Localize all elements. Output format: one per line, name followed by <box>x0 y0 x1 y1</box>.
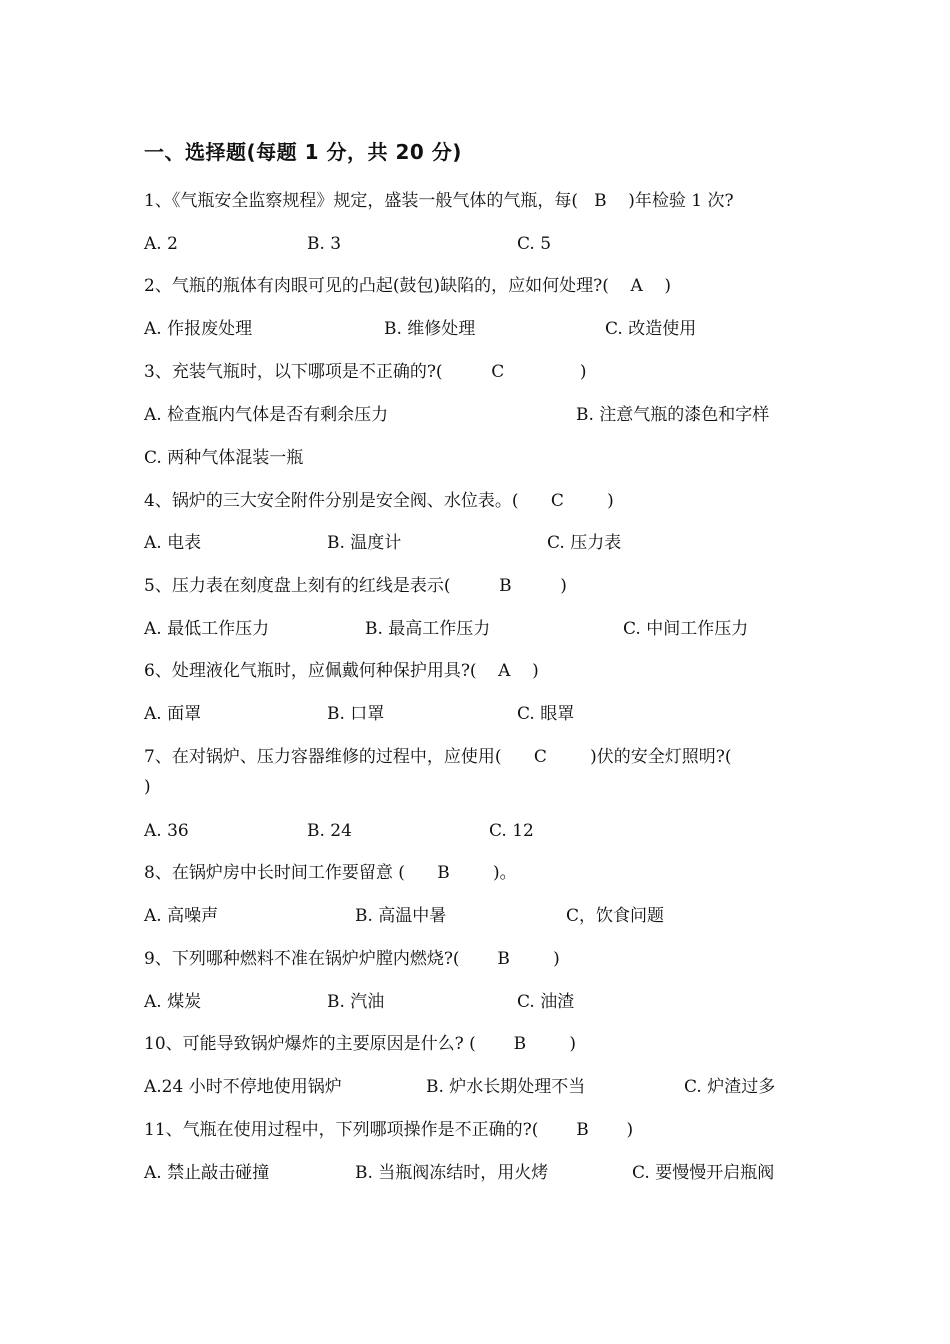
q5-option-b: B. 最高工作压力 <box>365 619 491 639</box>
question-7: 7、在对锅炉、压力容器维修的过程中，应使用( C )伏的安全灯照明?( <box>144 747 732 767</box>
q9-option-b: B. 汽油 <box>327 992 385 1012</box>
q10-option-c: C. 炉渣过多 <box>684 1077 776 1097</box>
question-3: 3、充装气瓶时，以下哪项是不正确的?( C ) <box>144 362 587 382</box>
q7-option-a: A. 36 <box>144 821 189 841</box>
q2-option-a: A. 作报废处理 <box>144 319 253 339</box>
question-2: 2、气瓶的瓶体有肉眼可见的凸起(鼓包)缺陷的，应如何处理?( A ) <box>144 276 671 296</box>
q11-option-a: A. 禁止敲击碰撞 <box>144 1163 270 1183</box>
q5-option-a: A. 最低工作压力 <box>144 619 270 639</box>
q1-option-c: C. 5 <box>517 234 552 254</box>
q8-option-c: C，饮食问题 <box>566 906 665 926</box>
q7-option-c: C. 12 <box>489 821 534 841</box>
question-4: 4、锅炉的三大安全附件分别是安全阀、水位表。( C ) <box>144 491 614 511</box>
q6-option-c: C. 眼罩 <box>517 704 575 724</box>
question-6: 6、处理液化气瓶时，应佩戴何种保护用具?( A ) <box>144 661 539 681</box>
q9-option-c: C. 油渣 <box>517 992 575 1012</box>
q4-option-c: C. 压力表 <box>547 533 622 553</box>
q3-option-a: A. 检查瓶内气体是否有剩余压力 <box>144 405 389 425</box>
q4-option-b: B. 温度计 <box>327 533 402 553</box>
q6-option-b: B. 口罩 <box>327 704 385 724</box>
q8-option-b: B. 高温中暑 <box>355 906 447 926</box>
q3-option-c: C. 两种气体混装一瓶 <box>144 448 304 468</box>
question-8: 8、在锅炉房中长时间工作要留意 ( B )。 <box>144 863 517 883</box>
q1-option-b: B. 3 <box>307 234 342 254</box>
question-5: 5、压力表在刻度盘上刻有的红线是表示( B ) <box>144 576 567 596</box>
question-1: 1、《气瓶安全监察规程》规定，盛装一般气体的气瓶，每( B )年检验 1 次? <box>144 191 734 211</box>
q10-option-b: B. 炉水长期处理不当 <box>426 1077 586 1097</box>
q10-option-a: A.24 小时不停地使用锅炉 <box>144 1077 342 1097</box>
q4-option-a: A. 电表 <box>144 533 202 553</box>
q1-option-a: A. 2 <box>144 234 178 254</box>
question-9: 9、下列哪种燃料不准在锅炉炉膛内燃烧?( B ) <box>144 949 560 969</box>
question-11: 11、气瓶在使用过程中，下列哪项操作是不正确的?( B ) <box>144 1120 634 1140</box>
q11-option-b: B. 当瓶阀冻结时，用火烤 <box>355 1163 549 1183</box>
q3-option-b: B. 注意气瓶的漆色和字样 <box>576 405 770 425</box>
q11-option-c: C. 要慢慢开启瓶阀 <box>632 1163 775 1183</box>
q9-option-a: A. 煤炭 <box>144 992 202 1012</box>
question-7-continuation: ) <box>144 777 151 797</box>
q6-option-a: A. 面罩 <box>144 704 202 724</box>
section-title: 一、选择题(每题 1 分，共 20 分) <box>144 140 462 164</box>
q8-option-a: A. 高噪声 <box>144 906 219 926</box>
q2-option-c: C. 改造使用 <box>605 319 697 339</box>
q5-option-c: C. 中间工作压力 <box>623 619 749 639</box>
q2-option-b: B. 维修处理 <box>384 319 476 339</box>
question-10: 10、可能导致锅炉爆炸的主要原因是什么? ( B ) <box>144 1034 576 1054</box>
q7-option-b: B. 24 <box>307 821 352 841</box>
